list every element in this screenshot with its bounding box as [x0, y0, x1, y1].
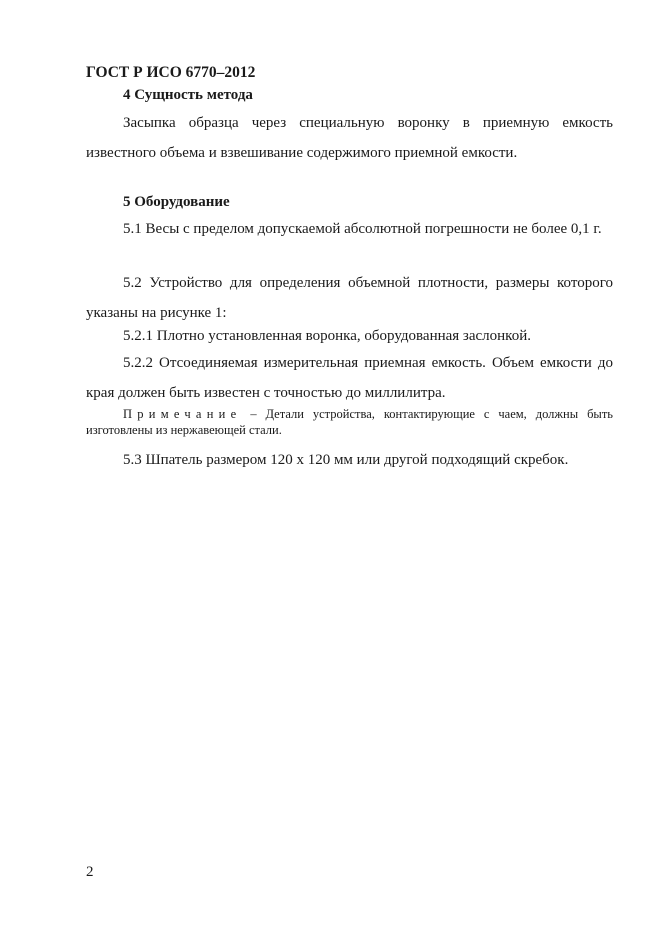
paragraph-5-1: 5.1 Весы с пределом допускаемой абсолютной погрешности не более 0,1 г.	[123, 221, 602, 237]
section-4-title: 4 Сущность метода	[123, 87, 253, 103]
section-4-text: Засыпка образца через специальную воронку в приемную емкость известного объема и взвешивание содержимого приемной емкости.	[86, 115, 613, 161]
paragraph-5-2: 5.2 Устройство для определения объемной плотности, размеры которого указаны на рисунке 1:	[86, 275, 613, 321]
section-5-title: 5 Оборудование	[123, 194, 230, 210]
document-header: ГОСТ Р ИСО 6770–2012	[86, 64, 256, 81]
page-number: 2	[86, 864, 94, 880]
paragraph-5-2-1: 5.2.1 Плотно установленная воронка, оборудованная заслонкой.	[123, 328, 531, 344]
note	[86, 407, 613, 438]
paragraph-5-2-2: 5.2.2 Отсоединяемая измерительная приемная емкость. Объем емкости до края должен быть известен с точностью до миллилитра.	[86, 355, 613, 401]
note-text: – Детали устройства, контактирующие с чаем, должны быть изготовлены из нержавеющей стали.	[86, 407, 613, 437]
paragraph-5-3: 5.3 Шпатель размером 120 х 120 мм или другой подходящий скребок.	[123, 452, 569, 468]
note-label: Примечание	[123, 407, 242, 421]
